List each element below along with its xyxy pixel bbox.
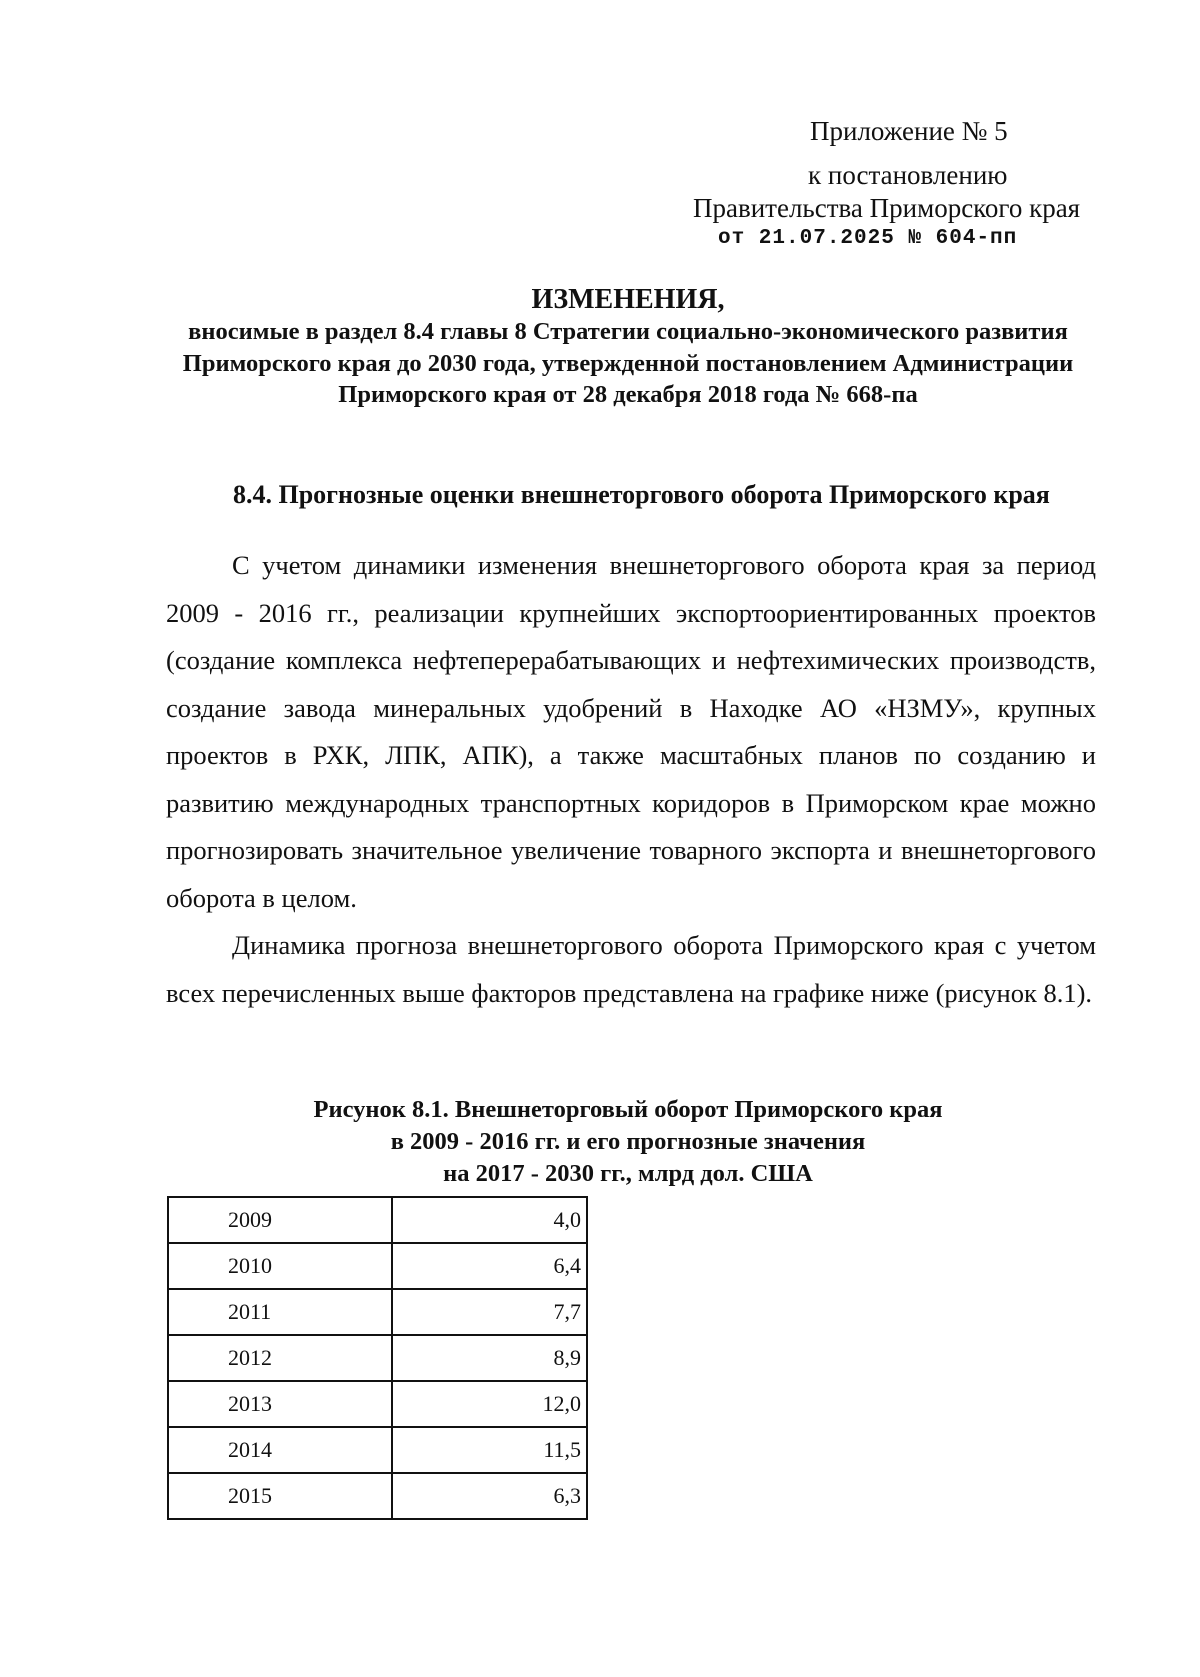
year-cell: 2009 xyxy=(168,1197,392,1243)
table-row xyxy=(168,1335,587,1381)
year-cell: 2014 xyxy=(168,1427,392,1473)
figure-caption-line: на 2017 - 2030 гг., млрд дол. США xyxy=(443,1160,813,1187)
table-row xyxy=(168,1427,587,1473)
appendix-title: Приложение № 5 xyxy=(810,116,1008,146)
figure-caption xyxy=(166,1094,1090,1190)
year-cell: 2015 xyxy=(168,1473,392,1519)
appendix-government: Правительства Приморского края xyxy=(693,193,1081,223)
document-subtitle: вносимые в раздел 8.4 главы 8 Стратегии социально-экономического развития Приморского края до 2030 года, утвержденной постановлением Администрации Приморского края от 28 декабря 2018 года № 668-па xyxy=(182,318,1074,408)
value-cell: 6,3 xyxy=(392,1473,587,1519)
table-row xyxy=(168,1381,587,1427)
value-cell: 12,0 xyxy=(392,1381,587,1427)
section-heading: 8.4. Прогнозные оценки внешнеторгового оборота Приморского края xyxy=(233,480,1050,509)
table-row xyxy=(168,1473,587,1519)
year-cell: 2010 xyxy=(168,1243,392,1289)
value-cell: 6,4 xyxy=(392,1243,587,1289)
appendix-resolution-label: к постановлению xyxy=(808,160,1008,190)
figure-caption-line: Рисунок 8.1. Внешнеторговый оборот Приморского края xyxy=(313,1096,943,1123)
table-row xyxy=(168,1197,587,1243)
value-cell: 4,0 xyxy=(392,1197,587,1243)
year-cell: 2013 xyxy=(168,1381,392,1427)
value-cell: 7,7 xyxy=(392,1289,587,1335)
document-title: ИЗМЕНЕНИЯ, xyxy=(531,284,725,315)
appendix-date-number-stamp: от 21.07.2025 № 604-пп xyxy=(718,227,1018,250)
year-cell: 2012 xyxy=(168,1335,392,1381)
table-row xyxy=(168,1289,587,1335)
body-paragraph: С учетом динамики изменения внешнеторгового оборота края за период 2009 - 2016 гг., реализации крупнейших экспортоориентированных проектов (создание комплекса нефтеперерабатывающих и нефтехимических производств, создание завода минеральных удобрений в Находке АО «НЗМУ», крупных проектов в РХК, ЛПК, АПК), а также масштабных планов по созданию и развитию международных транспортных коридоров в Приморском крае можно прогнозировать значительное увеличение товарного экспорта и внешнеторгового оборота в целом. xyxy=(166,550,1096,913)
value-cell: 11,5 xyxy=(392,1427,587,1473)
body-paragraph: Динамика прогноза внешнеторгового оборота Приморского края с учетом всех перечисленных выше факторов представлена на графике ниже (рисунок 8.1). xyxy=(166,930,1096,1008)
year-cell: 2011 xyxy=(168,1289,392,1335)
figure-caption-line: в 2009 - 2016 гг. и его прогнозные значения xyxy=(390,1128,866,1155)
value-cell: 8,9 xyxy=(392,1335,587,1381)
table-row xyxy=(168,1243,587,1289)
trade-turnover-table xyxy=(167,1196,588,1520)
